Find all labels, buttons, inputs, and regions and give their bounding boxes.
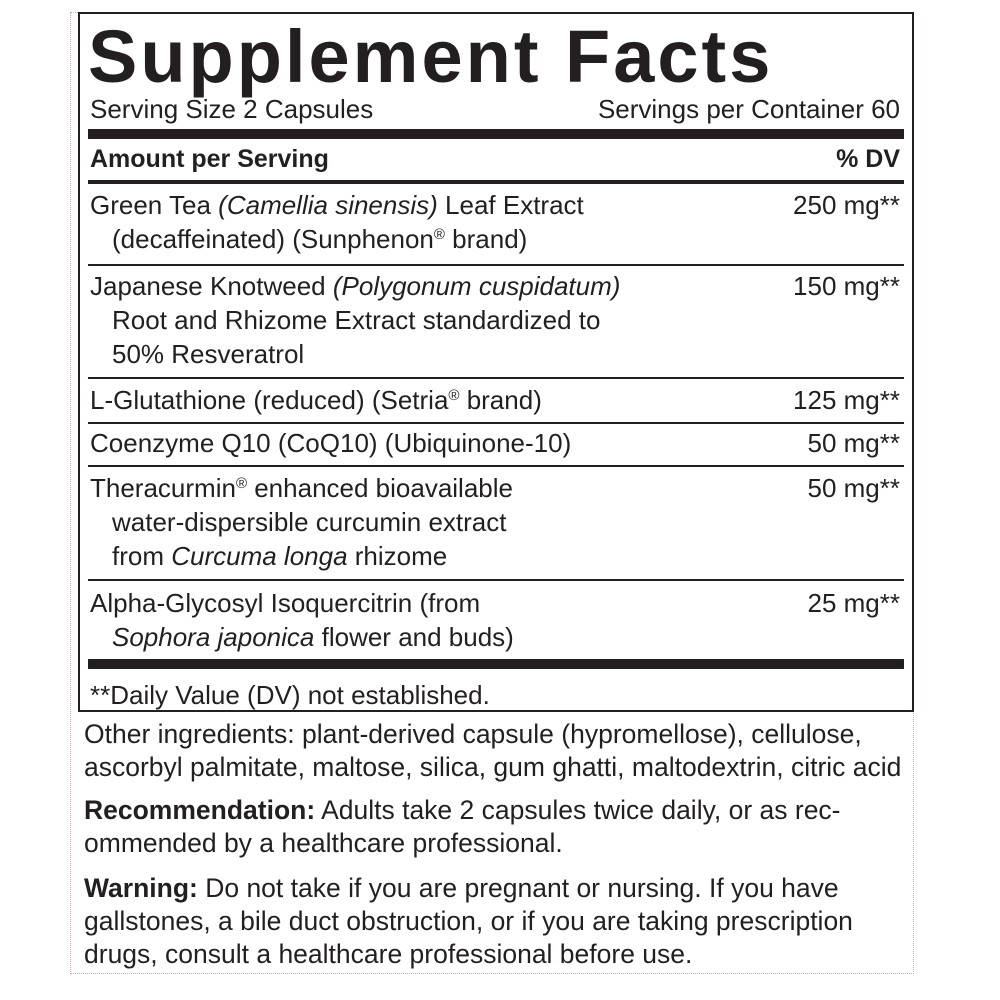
ingredient-line-3: 50% Resveratrol (112, 339, 305, 369)
registered-mark: ® (448, 387, 460, 404)
recommendation-text: Adults take 2 capsules twice daily, or as rec- (315, 795, 841, 825)
ingredient-name: Coenzyme Q10 (CoQ10) (Ubiquinone-10) (90, 428, 572, 458)
row-divider (88, 264, 904, 266)
ingredient-text: flower and buds) (314, 622, 514, 652)
warning-text: Do not take if you are pregnant or nursing. If you have (197, 873, 839, 903)
ingredient-text: brand) (444, 224, 528, 254)
ingredient-text: L-Glutathione (reduced) (Setria (90, 385, 449, 415)
ingredient-name (90, 188, 740, 256)
ingredient-row-coq10 (90, 426, 900, 462)
recommendation-line-1 (84, 794, 914, 827)
servings-per-container: Servings per Container 60 (597, 94, 900, 124)
row-divider (88, 422, 904, 424)
ingredient-name (90, 586, 740, 654)
ingredient-name (90, 471, 740, 573)
registered-mark: ® (433, 226, 445, 243)
percent-dv-label: % DV (836, 145, 900, 173)
ingredient-text: Japanese Knotweed (90, 271, 333, 301)
warning-line-2: gallstones, a bile duct obstruction, or if you are taking prescription (84, 906, 853, 936)
bottom-thick-divider (88, 659, 904, 669)
ingredient-text: Alpha-Glycosyl Isoquercitrin (from (90, 588, 481, 618)
ingredient-row-green-tea (90, 188, 900, 260)
ingredient-row-alpha-glycosyl-isoquercitrin (90, 586, 900, 656)
ingredient-text: from (112, 541, 172, 571)
supplement-facts-panel (78, 12, 914, 712)
ingredient-text: Green Tea (90, 190, 219, 220)
ingredient-latin-name: (Camellia sinensis) (218, 190, 438, 220)
ingredient-amount: 150 mg** (793, 271, 900, 301)
ingredient-name (90, 383, 740, 417)
row-divider (88, 465, 904, 467)
recommendation-label: Recommendation: (84, 795, 316, 825)
warning-line-3: drugs, consult a healthcare professional before use. (84, 939, 693, 969)
warning-line-1 (84, 872, 914, 905)
ingredient-amount: 125 mg** (793, 385, 900, 415)
warning-label: Warning: (84, 873, 198, 903)
other-ingredients-line-1: Other ingredients: plant-derived capsule (hypromellose), cellulose, (84, 719, 862, 749)
ingredient-line-2 (90, 222, 740, 256)
other-ingredients-line-2: ascorbyl palmitate, maltose, silica, gum ghatti, maltodextrin, citric acid (84, 752, 902, 782)
ingredient-text: (decaffeinated) (Sunphenon (112, 224, 434, 254)
other-ingredients (84, 718, 914, 784)
registered-mark: ® (235, 475, 247, 492)
ingredient-amount: 25 mg** (807, 588, 900, 618)
ingredient-latin-name: (Polygonum cuspidatum) (332, 271, 621, 301)
amount-header (90, 142, 900, 176)
row-divider (88, 579, 904, 581)
ingredient-amount: 50 mg** (807, 473, 900, 503)
header-divider (88, 180, 904, 184)
ingredient-name (90, 269, 740, 371)
thick-divider (88, 129, 904, 139)
ingredient-text: rhizome (347, 541, 448, 571)
row-divider (88, 377, 904, 379)
amount-per-serving-label: Amount per Serving (90, 145, 329, 173)
ingredient-row-theracurmin (90, 471, 900, 575)
ingredient-text: Leaf Extract (437, 190, 584, 220)
ingredient-text: enhanced bioavailable (247, 473, 513, 503)
warning (84, 872, 914, 971)
ingredient-amount: 50 mg** (807, 428, 900, 458)
ingredient-line-2: Root and Rhizome Extract standardized to (112, 305, 601, 335)
ingredient-line-3 (90, 539, 740, 573)
ingredient-amount: 250 mg** (793, 190, 900, 220)
ingredient-line-2: water-dispersible curcumin extract (112, 507, 507, 537)
ingredient-line-2 (90, 620, 740, 654)
serving-info (90, 94, 900, 124)
ingredient-row-l-glutathione (90, 383, 900, 419)
recommendation (84, 794, 914, 860)
ingredient-text: brand) (459, 385, 542, 415)
ingredient-text: Theracurmin (90, 473, 236, 503)
ingredient-latin-name: Curcuma longa (171, 541, 348, 571)
ingredient-latin-name: Sophora japonica (112, 622, 315, 652)
serving-size: Serving Size 2 Capsules (90, 94, 374, 124)
daily-value-footnote: **Daily Value (DV) not established. (90, 680, 490, 710)
panel-title: Supplement Facts (88, 15, 774, 98)
ingredient-row-japanese-knotweed (90, 269, 900, 373)
recommendation-line-2: ommended by a healthcare professional. (84, 828, 563, 858)
